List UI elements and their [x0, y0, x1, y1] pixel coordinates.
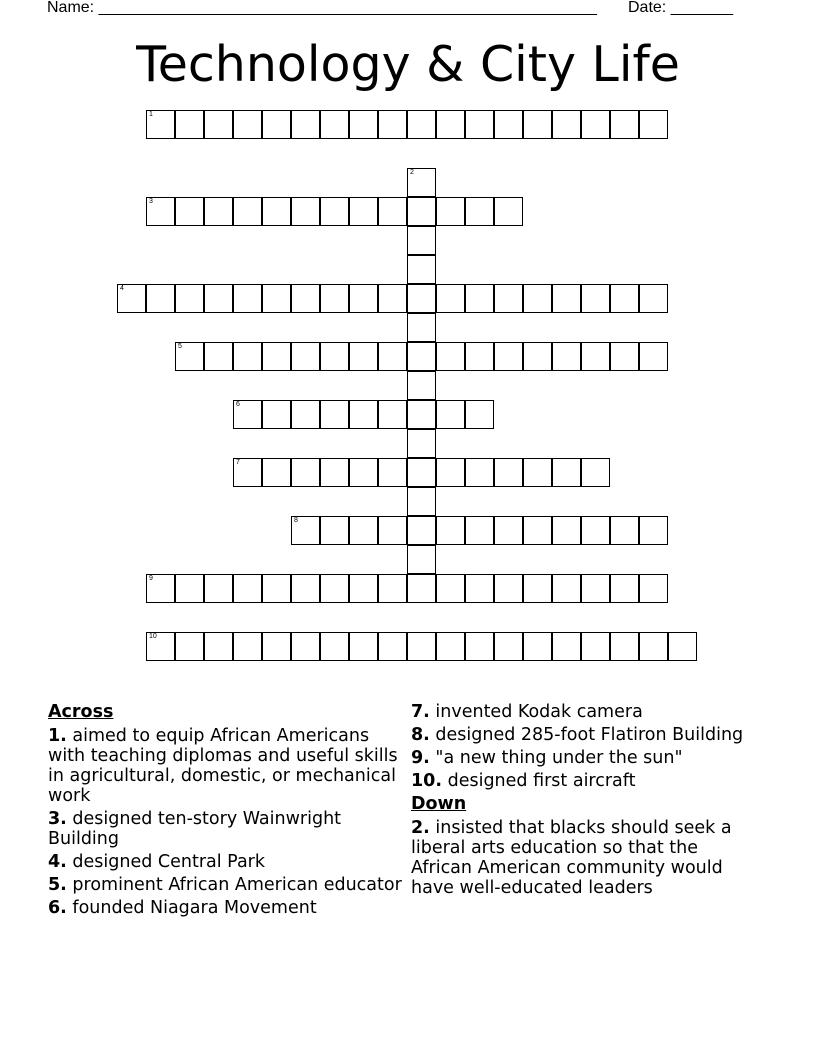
grid-cell[interactable] — [465, 110, 494, 139]
clue-down-2 — [411, 818, 761, 898]
clues-right-column — [411, 702, 761, 901]
grid-cell[interactable] — [320, 342, 349, 371]
grid-cell[interactable] — [552, 342, 581, 371]
grid-cell[interactable] — [610, 284, 639, 313]
grid-cell[interactable] — [552, 632, 581, 661]
grid-cell[interactable] — [146, 110, 175, 139]
grid-cell[interactable] — [204, 197, 233, 226]
grid-cell[interactable] — [378, 574, 407, 603]
grid-cell[interactable] — [494, 574, 523, 603]
grid-cell[interactable] — [349, 458, 378, 487]
grid-cell[interactable] — [175, 110, 204, 139]
grid-cell[interactable] — [349, 110, 378, 139]
grid-cell[interactable] — [407, 632, 436, 661]
grid-cell[interactable] — [407, 429, 436, 458]
grid-cell[interactable] — [262, 400, 291, 429]
grid-cell[interactable] — [610, 574, 639, 603]
grid-cell[interactable] — [552, 574, 581, 603]
grid-cell[interactable] — [465, 458, 494, 487]
clue-number: 7. — [411, 702, 430, 722]
grid-cell[interactable] — [407, 284, 436, 313]
grid-cell[interactable] — [233, 110, 262, 139]
grid-cell[interactable] — [407, 516, 436, 545]
grid-cell[interactable] — [465, 400, 494, 429]
grid-cell[interactable] — [610, 632, 639, 661]
grid-cell[interactable] — [436, 400, 465, 429]
grid-cell[interactable] — [639, 110, 668, 139]
clue-number: 9. — [411, 748, 430, 768]
grid-cell[interactable] — [291, 458, 320, 487]
grid-cell[interactable] — [552, 516, 581, 545]
page-title: Technology & City Life — [136, 36, 680, 93]
grid-cell[interactable] — [639, 516, 668, 545]
grid-cell[interactable] — [407, 545, 436, 574]
grid-cell[interactable] — [175, 574, 204, 603]
clue-text: insisted that blacks should seek a liberal arts education so that the African American community would have well-educated leaders — [411, 818, 732, 898]
clue-across-1 — [48, 726, 408, 806]
cell-number: 9 — [149, 575, 153, 582]
grid-cell[interactable] — [233, 400, 262, 429]
clue-across-9 — [411, 748, 761, 768]
grid-cell[interactable] — [465, 516, 494, 545]
grid-cell[interactable] — [523, 284, 552, 313]
grid-cell[interactable] — [349, 516, 378, 545]
cell-number: 6 — [236, 401, 240, 408]
clue-text: aimed to equip African Americans with teaching diplomas and useful skills in agricultural, domestic, or mechanical work — [48, 726, 398, 806]
grid-cell[interactable] — [639, 632, 668, 661]
grid-cell[interactable] — [552, 110, 581, 139]
grid-cell[interactable] — [291, 197, 320, 226]
grid-cell[interactable] — [407, 197, 436, 226]
grid-cell[interactable] — [378, 110, 407, 139]
grid-cell[interactable] — [204, 284, 233, 313]
grid-cell[interactable] — [175, 284, 204, 313]
cell-number: 2 — [410, 169, 414, 176]
grid-cell[interactable] — [204, 574, 233, 603]
grid-cell[interactable] — [552, 284, 581, 313]
grid-cell[interactable] — [378, 400, 407, 429]
grid-cell[interactable] — [291, 516, 320, 545]
grid-cell[interactable] — [465, 574, 494, 603]
grid-cell[interactable] — [465, 197, 494, 226]
grid-cell[interactable] — [494, 632, 523, 661]
grid-cell[interactable] — [610, 342, 639, 371]
cell-number: 10 — [149, 633, 157, 640]
clue-number: 2. — [411, 818, 430, 838]
grid-cell[interactable] — [523, 516, 552, 545]
grid-cell[interactable] — [407, 168, 436, 197]
clue-across-6 — [48, 898, 408, 918]
clue-text: invented Kodak camera — [435, 702, 643, 722]
grid-cell[interactable] — [523, 458, 552, 487]
cell-number: 8 — [294, 517, 298, 524]
grid-cell[interactable] — [581, 342, 610, 371]
clue-number: 5. — [48, 875, 67, 895]
grid-cell[interactable] — [204, 342, 233, 371]
grid-cell[interactable] — [552, 458, 581, 487]
grid-cell[interactable] — [146, 632, 175, 661]
grid-cell[interactable] — [523, 342, 552, 371]
clue-across-10 — [411, 771, 761, 791]
cell-number: 7 — [236, 459, 240, 466]
grid-cell[interactable] — [320, 110, 349, 139]
grid-cell[interactable] — [668, 632, 697, 661]
grid-cell[interactable] — [407, 255, 436, 284]
grid-cell[interactable] — [378, 516, 407, 545]
grid-cell[interactable] — [175, 632, 204, 661]
grid-cell[interactable] — [262, 342, 291, 371]
clue-number: 1. — [48, 726, 67, 746]
grid-cell[interactable] — [291, 400, 320, 429]
clue-text: designed first aircraft — [447, 771, 636, 791]
clue-number: 10. — [411, 771, 443, 791]
grid-cell[interactable] — [494, 197, 523, 226]
grid-cell[interactable] — [320, 400, 349, 429]
grid-cell[interactable] — [378, 342, 407, 371]
grid-cell[interactable] — [494, 284, 523, 313]
clue-text: designed ten-story Wainwright Building — [48, 809, 342, 849]
grid-cell[interactable] — [523, 574, 552, 603]
grid-cell[interactable] — [291, 632, 320, 661]
date-label: Date: — [628, 0, 667, 16]
grid-cell[interactable] — [117, 284, 146, 313]
grid-cell[interactable] — [436, 342, 465, 371]
grid-cell[interactable] — [320, 284, 349, 313]
name-blank[interactable]: ________________________________________________________ — [98, 0, 597, 16]
grid-cell[interactable] — [581, 458, 610, 487]
grid-cell[interactable] — [494, 110, 523, 139]
clue-across-8 — [411, 725, 761, 745]
grid-cell[interactable] — [349, 400, 378, 429]
grid-cell[interactable] — [349, 632, 378, 661]
across-heading: Across — [48, 702, 114, 722]
grid-cell[interactable] — [233, 284, 262, 313]
grid-cell[interactable] — [349, 574, 378, 603]
grid-cell[interactable] — [407, 371, 436, 400]
date-blank[interactable]: _______ — [670, 0, 733, 16]
grid-cell[interactable] — [378, 197, 407, 226]
grid-cell[interactable] — [581, 632, 610, 661]
grid-cell[interactable] — [378, 458, 407, 487]
grid-cell[interactable] — [436, 458, 465, 487]
grid-cell[interactable] — [320, 458, 349, 487]
grid-cell[interactable] — [146, 284, 175, 313]
grid-cell[interactable] — [291, 284, 320, 313]
clue-across-3 — [48, 809, 408, 849]
grid-cell[interactable] — [610, 110, 639, 139]
grid-cell[interactable] — [291, 342, 320, 371]
grid-cell[interactable] — [639, 574, 668, 603]
grid-cell[interactable] — [175, 342, 204, 371]
grid-cell[interactable] — [349, 197, 378, 226]
grid-cell[interactable] — [581, 574, 610, 603]
grid-cell[interactable] — [320, 574, 349, 603]
cell-number: 1 — [149, 111, 153, 118]
grid-cell[interactable] — [407, 110, 436, 139]
grid-cell[interactable] — [233, 197, 262, 226]
name-label: Name: — [47, 0, 95, 16]
grid-cell[interactable] — [262, 458, 291, 487]
cell-number: 4 — [120, 285, 124, 292]
grid-cell[interactable] — [175, 197, 204, 226]
grid-cell[interactable] — [407, 226, 436, 255]
grid-cell[interactable] — [494, 342, 523, 371]
down-heading: Down — [411, 794, 467, 814]
grid-cell[interactable] — [494, 458, 523, 487]
grid-cell[interactable] — [436, 632, 465, 661]
clue-across-7 — [411, 702, 761, 722]
grid-cell[interactable] — [320, 197, 349, 226]
grid-cell[interactable] — [146, 574, 175, 603]
grid-cell[interactable] — [581, 516, 610, 545]
grid-cell[interactable] — [610, 516, 639, 545]
grid-cell[interactable] — [233, 632, 262, 661]
clue-text: "a new thing under the sun" — [435, 748, 683, 768]
grid-cell[interactable] — [262, 197, 291, 226]
grid-cell[interactable] — [436, 284, 465, 313]
grid-cell[interactable] — [465, 632, 494, 661]
clue-number: 3. — [48, 809, 67, 829]
grid-cell[interactable] — [465, 342, 494, 371]
grid-cell[interactable] — [233, 574, 262, 603]
grid-cell[interactable] — [436, 516, 465, 545]
grid-cell[interactable] — [146, 197, 175, 226]
grid-cell[interactable] — [407, 487, 436, 516]
grid-cell[interactable] — [639, 284, 668, 313]
grid-cell[interactable] — [407, 342, 436, 371]
grid-cell[interactable] — [291, 110, 320, 139]
clue-number: 4. — [48, 852, 67, 872]
clue-text: designed Central Park — [72, 852, 266, 872]
grid-cell[interactable] — [581, 110, 610, 139]
clue-number: 8. — [411, 725, 430, 745]
grid-cell[interactable] — [233, 458, 262, 487]
grid-cell[interactable] — [407, 313, 436, 342]
grid-cell[interactable] — [320, 632, 349, 661]
cell-number: 3 — [149, 198, 153, 205]
grid-cell[interactable] — [465, 284, 494, 313]
grid-cell[interactable] — [494, 516, 523, 545]
grid-cell[interactable] — [436, 197, 465, 226]
grid-cell[interactable] — [407, 458, 436, 487]
clue-text: prominent African American educator — [72, 875, 402, 895]
grid-cell[interactable] — [378, 284, 407, 313]
grid-cell[interactable] — [378, 632, 407, 661]
grid-cell[interactable] — [204, 110, 233, 139]
cell-number: 5 — [178, 343, 182, 350]
clue-across-5 — [48, 875, 408, 895]
grid-cell[interactable] — [262, 632, 291, 661]
grid-cell[interactable] — [639, 342, 668, 371]
grid-cell[interactable] — [262, 574, 291, 603]
clue-text: founded Niagara Movement — [72, 898, 317, 918]
clue-across-4 — [48, 852, 408, 872]
grid-cell[interactable] — [407, 574, 436, 603]
clues-left-column — [48, 702, 408, 921]
clue-number: 6. — [48, 898, 67, 918]
grid-cell[interactable] — [262, 284, 291, 313]
grid-cell[interactable] — [523, 632, 552, 661]
grid-cell[interactable] — [436, 574, 465, 603]
grid-cell[interactable] — [291, 574, 320, 603]
grid-cell[interactable] — [523, 110, 552, 139]
grid-cell[interactable] — [349, 284, 378, 313]
grid-cell[interactable] — [349, 342, 378, 371]
grid-cell[interactable] — [320, 516, 349, 545]
grid-cell[interactable] — [204, 632, 233, 661]
grid-cell[interactable] — [407, 400, 436, 429]
grid-cell[interactable] — [262, 110, 291, 139]
grid-cell[interactable] — [233, 342, 262, 371]
grid-cell[interactable] — [436, 110, 465, 139]
grid-cell[interactable] — [581, 284, 610, 313]
clue-text: designed 285-foot Flatiron Building — [435, 725, 744, 745]
